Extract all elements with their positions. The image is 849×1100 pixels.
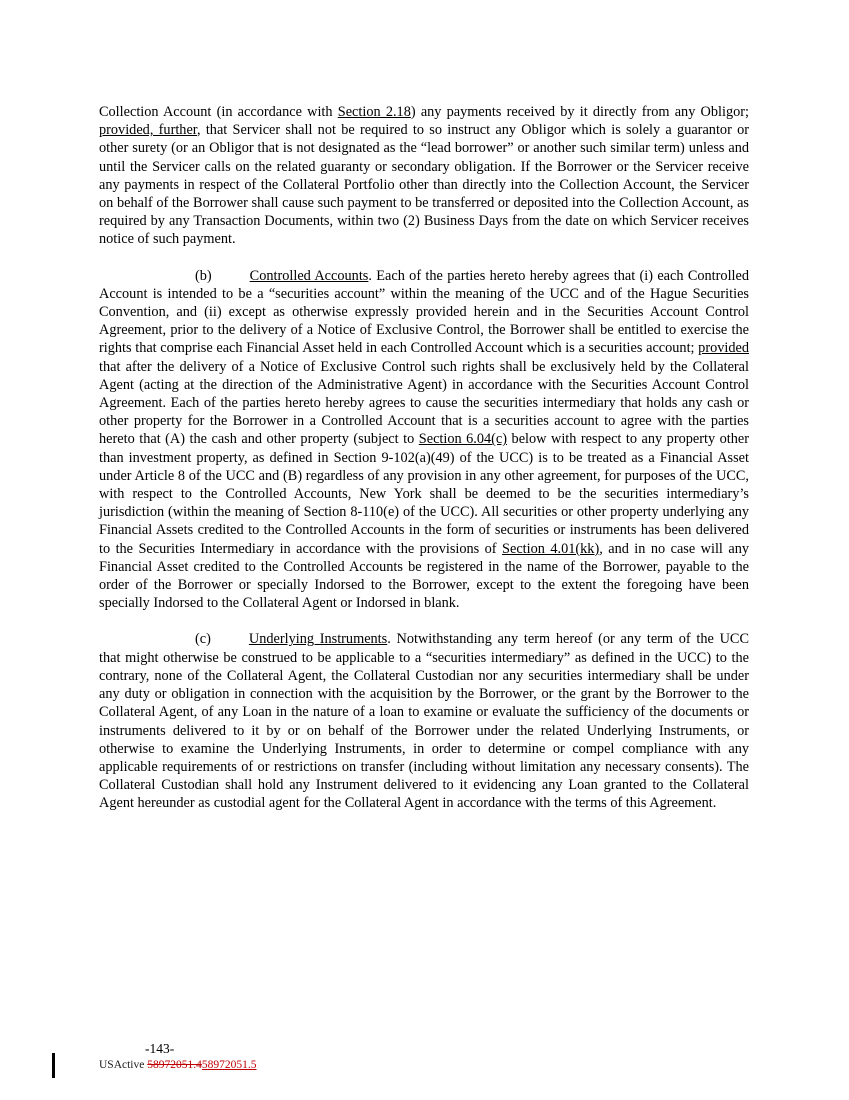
doc-id-new-inserted: 58972051.5 — [201, 1059, 257, 1071]
para-b-controlled-accounts — [99, 267, 749, 613]
underlined-term: provided, further — [99, 122, 197, 139]
text-run: below with respect to any property other than investment property, as defined in Section 9-102(a)(49) of the UCC) is to be treated as a Financial Asset under Article 8 of the UCC and (B) regardless of any provision in any other agreement, for purposes of the UCC, with respect to the Controlled Accounts, New York shall be deemed to be the securities intermediary’s jurisdiction (within the meaning of Section 8-110(e) of the UCC). All securities or other property underlying any Financial Assets credited to the Controlled Accounts in the form of securities or instruments has been delivered to the Securities Intermediary in accordance with the provisions of — [99, 431, 749, 557]
underlined-term: Section 6.04(c) — [418, 431, 508, 448]
document-body — [99, 103, 749, 831]
underlined-term: Section 4.01(kk) — [502, 540, 600, 557]
underlined-term: Underlying Instruments — [248, 631, 388, 648]
para-c-underlying-instruments — [99, 630, 749, 812]
underlined-term: Controlled Accounts — [249, 267, 369, 284]
underlined-term: Section 2.18 — [337, 104, 411, 120]
text-run: Collection Account (in accordance with — [99, 104, 338, 120]
text-run: ) any payments received by it directly from any Obligor; — [410, 104, 749, 120]
para-collection-account-continuation — [99, 103, 749, 249]
doc-id-line — [99, 1058, 256, 1072]
text-run: , that Servicer shall not be required to so instruct any Obligor which is solely a guarantor or other surety (or an Obligor that is not designated as the “lead borrower” or another such similar term) unless and until the Servicer calls on the related guaranty or secondary obligation. If the Borrower or the Servicer receive any payments in respect of the Collateral Portfolio other than directly into the Collection Account, the Servicer on behalf of the Borrower shall cause such payment to be transferred or deposited into the Collection Account, as required by any Transaction Documents, within two (2) Business Days from the date on which Servicer receives notice of such payment. — [99, 122, 749, 248]
text-run: . Each of the parties hereto hereby agrees that (i) each Controlled Account is intended to be a “securities account” within the meaning of the UCC and of the Hague Securities Convention, and (ii) except as otherwise expressly provided herein and in the Securities Account Control Agreement, prior to the delivery of a Notice of Exclusive Control, the Borrower shall be entitled to exercise the rights that comprise each Financial Asset held in each Controlled Account which is a securities account; — [99, 267, 750, 357]
text-run: (b) — [195, 267, 212, 284]
text-run: that after the delivery of a Notice of Exclusive Control such rights shall be exclusively held by the Collateral Agent (acting at the direction of the Administrative Agent) in accordance with the Securities Account Control Agreement. Each of the parties hereto hereby agrees to cause the securities intermediary that holds any cash or other property for the Borrower in a Controlled Account that is a securities account to agree with the parties hereto that (A) the cash and other property (subject to — [99, 358, 749, 448]
text-run: (c) — [195, 631, 211, 648]
redline-change-bar — [52, 1053, 55, 1078]
text-run: . Notwithstanding any term hereof (or any term of the UCC that might otherwise be construed to be applicable to a “securities intermediary” as defined in the UCC) to the contrary, none of the Collateral Agent, the Collateral Custodian nor any securities intermediary shall be under any duty or obligation in connection with the acquisition by the Borrower, or the grant by the Borrower to the Collateral Agent, of any Loan in the nature of a loan to examine or evaluate the sufficiency of the documents or instruments delivered to it by or on behalf of the Borrower under the related Underlying Instruments, or otherwise to examine the Underlying Instruments, in order to determine or compel compliance with any applicable requirements of or restrictions on transfer (including without limitation any necessary consents). The Collateral Custodian shall hold any Instrument delivered to it evidencing any Loan granted to the Collateral Agent hereunder as custodial agent for the Collateral Agent in accordance with the terms of this Agreement. — [99, 631, 750, 812]
page-number: -143- — [145, 1041, 175, 1056]
underlined-term: provided — [698, 340, 749, 357]
text-run: , and in no case will any Financial Asset credited to the Controlled Accounts be registered in the name of the Borrower, payable to the order of the Borrower or specially Indorsed to the Borrower, except to the extent the foregoing have been specially Indorsed to the Collateral Agent or Indorsed in blank. — [99, 540, 749, 612]
doc-id-old-deleted: 58972051.4 — [147, 1059, 202, 1071]
doc-id-prefix: USActive — [99, 1059, 148, 1071]
